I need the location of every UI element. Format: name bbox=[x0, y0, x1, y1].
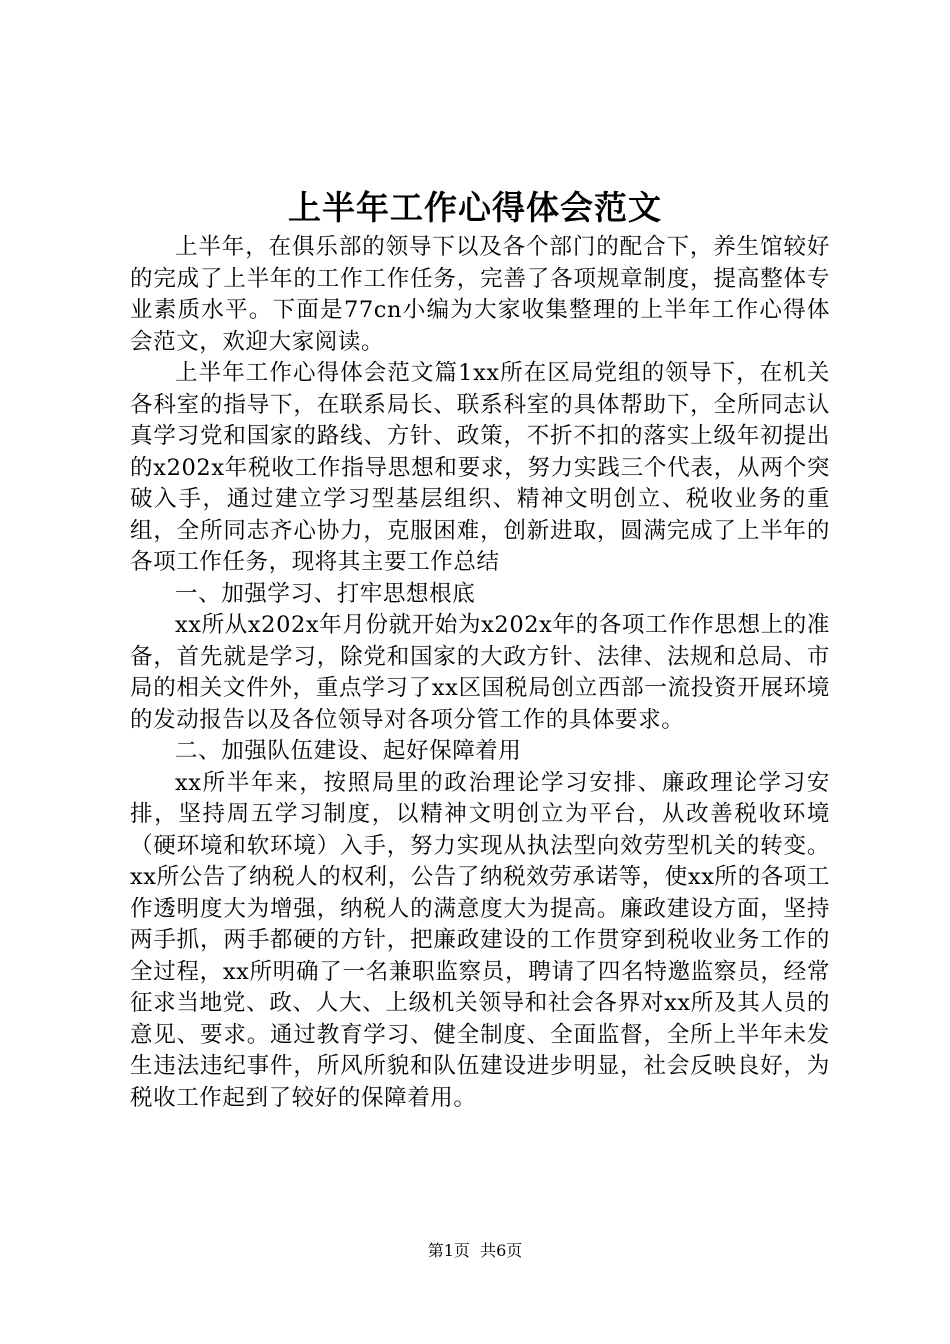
paragraph-section-2: xx所半年来，按照局里的政治理论学习安排、廉政理论学习安排，坚持周五学习制度，以精神文明创立为平台，从改善税收环境（硬环境和软环境）入手，努力实现从执法型向效劳型机关的转变。xx所公告了纳税人的权利，公告了纳税效劳承诺等，使xx所的各项工作透明度大为增强，纳税人的满意度大为提高。廉政建设方面，坚持两手抓，两手都硬的方针，把廉政建设的工作贯穿到税收业务工作的全过程，xx所明确了一名兼职监察员，聘请了四名特邀监察员，经常征求当地党、政、人大、上级机关领导和社会各界对xx所及其人员的意见、要求。通过教育学习、健全制度、全面监督，全所上半年未发生违法违纪事件，所风所貌和队伍建设进步明显，社会反映良好，为税收工作起到了较好的保障着用。 bbox=[130, 769, 830, 1111]
section-heading-1: 一、加强学习、打牢思想根底 bbox=[175, 580, 476, 607]
document-title: 上半年工作心得体会范文 bbox=[288, 188, 662, 227]
page-total: 共6页 bbox=[480, 1241, 523, 1260]
document-body bbox=[130, 232, 830, 1114]
paragraph-article-1: 上半年工作心得体会范文篇1xx所在区局党组的领导下，在机关各科室的指导下，在联系局长、联系科室的具体帮助下，全所同志认真学习党和国家的路线、方针、政策，不折不扣的落实上级年初提出的x202x年税收工作指导思想和要求，努力实践三个代表，从两个突破入手，通过建立学习型基层组织、精神文明创立、税收业务的重组，全所同志齐心协力，克服困难，创新进取，圆满完成了上半年的各项工作任务，现将其主要工作总结 bbox=[130, 360, 830, 575]
page-footer bbox=[0, 1240, 950, 1262]
section-heading-2: 二、加强队伍建设、起好保障着用 bbox=[175, 738, 522, 764]
paragraph-section-1: xx所从x202x年月份就开始为x202x年的各项工作作思想上的准备，首先就是学习，除党和国家的大政方针、法律、法规和总局、市局的相关文件外，重点学习了xx区国税局创立西部一流投资开展环境的发动报告以及各位领导对各项分管工作的具体要求。 bbox=[130, 612, 830, 733]
paragraph-intro: 上半年，在俱乐部的领导下以及各个部门的配合下，养生馆较好的完成了上半年的工作工作任务，完善了各项规章制度，提高整体专业素质水平。下面是77cn小编为大家收集整理的上半年工作心得体会范文，欢迎大家阅读。 bbox=[130, 234, 830, 355]
page-number: 第1页 bbox=[427, 1241, 470, 1260]
